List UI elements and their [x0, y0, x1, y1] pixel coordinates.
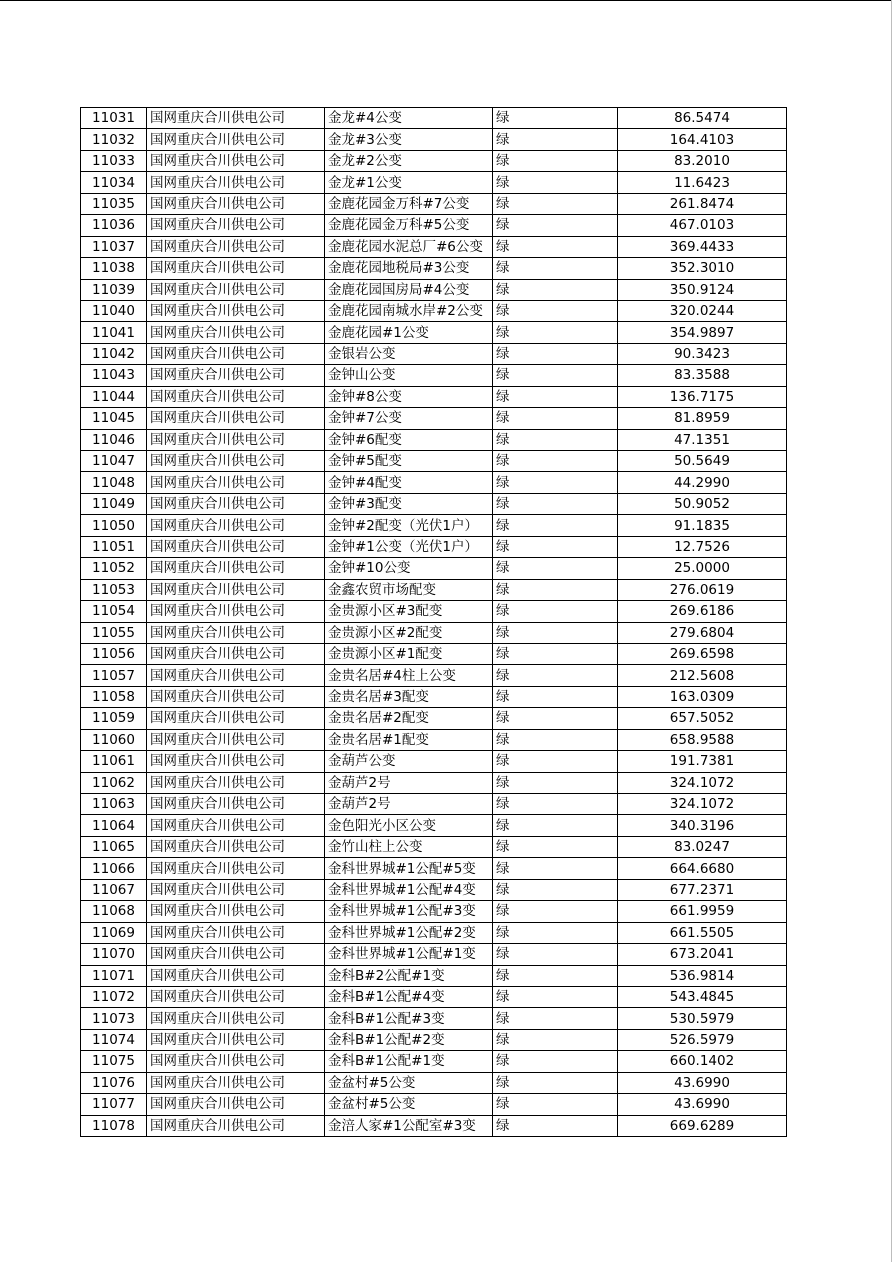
transformer-name-cell: 金鹿花园国房局#4公变 [325, 279, 493, 300]
transformer-name-cell: 金科世界城#1公配#4变 [325, 879, 493, 900]
company-cell: 国网重庆合川供电公司 [147, 493, 325, 514]
status-color-cell: 绿 [493, 622, 618, 643]
status-color-cell: 绿 [493, 1094, 618, 1115]
table-row [81, 472, 787, 493]
table-row [81, 258, 787, 279]
row-id-cell: 11033 [81, 150, 147, 171]
value-cell: 526.5979 [618, 1029, 787, 1050]
table-row [81, 558, 787, 579]
transformer-name-cell: 金贵名居#3配变 [325, 686, 493, 707]
table-row [81, 515, 787, 536]
status-color-cell: 绿 [493, 901, 618, 922]
value-cell: 340.3196 [618, 815, 787, 836]
value-cell: 163.0309 [618, 686, 787, 707]
company-cell: 国网重庆合川供电公司 [147, 129, 325, 150]
table-row [81, 965, 787, 986]
value-cell: 50.9052 [618, 493, 787, 514]
row-id-cell: 11034 [81, 172, 147, 193]
table-body [81, 108, 787, 1137]
row-id-cell: 11046 [81, 429, 147, 450]
row-id-cell: 11039 [81, 279, 147, 300]
row-id-cell: 11032 [81, 129, 147, 150]
table-row [81, 236, 787, 257]
status-color-cell: 绿 [493, 493, 618, 514]
row-id-cell: 11052 [81, 558, 147, 579]
table-row [81, 729, 787, 750]
status-color-cell: 绿 [493, 772, 618, 793]
row-id-cell: 11073 [81, 1008, 147, 1029]
transformer-name-cell: 金钟山公变 [325, 365, 493, 386]
status-color-cell: 绿 [493, 322, 618, 343]
company-cell: 国网重庆合川供电公司 [147, 708, 325, 729]
table-row [81, 708, 787, 729]
value-cell: 83.3588 [618, 365, 787, 386]
table-row [81, 322, 787, 343]
row-id-cell: 11044 [81, 386, 147, 407]
company-cell: 国网重庆合川供电公司 [147, 944, 325, 965]
status-color-cell: 绿 [493, 1115, 618, 1136]
value-cell: 530.5979 [618, 1008, 787, 1029]
table-row [81, 858, 787, 879]
row-id-cell: 11040 [81, 300, 147, 321]
company-cell: 国网重庆合川供电公司 [147, 1008, 325, 1029]
value-cell: 279.6804 [618, 622, 787, 643]
data-table [80, 107, 787, 1137]
table-row [81, 386, 787, 407]
transformer-name-cell: 金葫芦2号 [325, 794, 493, 815]
row-id-cell: 11037 [81, 236, 147, 257]
value-cell: 543.4845 [618, 986, 787, 1007]
company-cell: 国网重庆合川供电公司 [147, 429, 325, 450]
status-color-cell: 绿 [493, 986, 618, 1007]
value-cell: 212.5608 [618, 665, 787, 686]
table-row [81, 150, 787, 171]
value-cell: 47.1351 [618, 429, 787, 450]
transformer-name-cell: 金贵源小区#1配变 [325, 643, 493, 664]
company-cell: 国网重庆合川供电公司 [147, 751, 325, 772]
transformer-name-cell: 金葫芦公变 [325, 751, 493, 772]
table-row [81, 601, 787, 622]
company-cell: 国网重庆合川供电公司 [147, 1029, 325, 1050]
table-row [81, 279, 787, 300]
row-id-cell: 11036 [81, 215, 147, 236]
company-cell: 国网重庆合川供电公司 [147, 1072, 325, 1093]
value-cell: 81.8959 [618, 408, 787, 429]
status-color-cell: 绿 [493, 708, 618, 729]
company-cell: 国网重庆合川供电公司 [147, 258, 325, 279]
value-cell: 191.7381 [618, 751, 787, 772]
transformer-name-cell: 金钟#5配变 [325, 451, 493, 472]
transformer-name-cell: 金盆村#5公变 [325, 1094, 493, 1115]
table-row [81, 772, 787, 793]
status-color-cell: 绿 [493, 665, 618, 686]
transformer-name-cell: 金钟#2配变（光伏1户） [325, 515, 493, 536]
value-cell: 50.5649 [618, 451, 787, 472]
status-color-cell: 绿 [493, 558, 618, 579]
table-row [81, 643, 787, 664]
company-cell: 国网重庆合川供电公司 [147, 365, 325, 386]
value-cell: 83.2010 [618, 150, 787, 171]
transformer-name-cell: 金钟#7公变 [325, 408, 493, 429]
status-color-cell: 绿 [493, 279, 618, 300]
row-id-cell: 11058 [81, 686, 147, 707]
value-cell: 43.6990 [618, 1094, 787, 1115]
table-row [81, 172, 787, 193]
row-id-cell: 11035 [81, 193, 147, 214]
value-cell: 669.6289 [618, 1115, 787, 1136]
company-cell: 国网重庆合川供电公司 [147, 579, 325, 600]
row-id-cell: 11066 [81, 858, 147, 879]
transformer-name-cell: 金鹿花园南城水岸#2公变 [325, 300, 493, 321]
table-row [81, 751, 787, 772]
status-color-cell: 绿 [493, 922, 618, 943]
transformer-name-cell: 金钟#6配变 [325, 429, 493, 450]
value-cell: 276.0619 [618, 579, 787, 600]
row-id-cell: 11072 [81, 986, 147, 1007]
status-color-cell: 绿 [493, 751, 618, 772]
table-row [81, 215, 787, 236]
value-cell: 83.0247 [618, 836, 787, 857]
row-id-cell: 11050 [81, 515, 147, 536]
row-id-cell: 11061 [81, 751, 147, 772]
table-row [81, 879, 787, 900]
status-color-cell: 绿 [493, 300, 618, 321]
transformer-name-cell: 金色阳光小区公变 [325, 815, 493, 836]
value-cell: 658.9588 [618, 729, 787, 750]
status-color-cell: 绿 [493, 515, 618, 536]
value-cell: 11.6423 [618, 172, 787, 193]
row-id-cell: 11047 [81, 451, 147, 472]
company-cell: 国网重庆合川供电公司 [147, 772, 325, 793]
value-cell: 91.1835 [618, 515, 787, 536]
status-color-cell: 绿 [493, 429, 618, 450]
page-top-edge [0, 0, 892, 1]
table-row [81, 665, 787, 686]
status-color-cell: 绿 [493, 386, 618, 407]
row-id-cell: 11059 [81, 708, 147, 729]
transformer-name-cell: 金龙#1公变 [325, 172, 493, 193]
value-cell: 44.2990 [618, 472, 787, 493]
status-color-cell: 绿 [493, 1029, 618, 1050]
table-row [81, 429, 787, 450]
row-id-cell: 11067 [81, 879, 147, 900]
status-color-cell: 绿 [493, 472, 618, 493]
value-cell: 86.5474 [618, 108, 787, 129]
table-row [81, 1115, 787, 1136]
transformer-name-cell: 金科世界城#1公配#3变 [325, 901, 493, 922]
transformer-name-cell: 金鑫农贸市场配变 [325, 579, 493, 600]
transformer-name-cell: 金鹿花园#1公变 [325, 322, 493, 343]
value-cell: 350.9124 [618, 279, 787, 300]
status-color-cell: 绿 [493, 965, 618, 986]
transformer-name-cell: 金龙#3公变 [325, 129, 493, 150]
row-id-cell: 11064 [81, 815, 147, 836]
transformer-name-cell: 金龙#2公变 [325, 150, 493, 171]
company-cell: 国网重庆合川供电公司 [147, 215, 325, 236]
row-id-cell: 11042 [81, 343, 147, 364]
row-id-cell: 11038 [81, 258, 147, 279]
company-cell: 国网重庆合川供电公司 [147, 986, 325, 1007]
company-cell: 国网重庆合川供电公司 [147, 729, 325, 750]
company-cell: 国网重庆合川供电公司 [147, 965, 325, 986]
table-row [81, 815, 787, 836]
status-color-cell: 绿 [493, 343, 618, 364]
company-cell: 国网重庆合川供电公司 [147, 558, 325, 579]
transformer-name-cell: 金银岩公变 [325, 343, 493, 364]
transformer-name-cell: 金龙#4公变 [325, 108, 493, 129]
status-color-cell: 绿 [493, 858, 618, 879]
status-color-cell: 绿 [493, 815, 618, 836]
value-cell: 467.0103 [618, 215, 787, 236]
status-color-cell: 绿 [493, 579, 618, 600]
value-cell: 261.8474 [618, 193, 787, 214]
status-color-cell: 绿 [493, 408, 618, 429]
transformer-name-cell: 金贵名居#1配变 [325, 729, 493, 750]
transformer-name-cell: 金鹿花园水泥总厂#6公变 [325, 236, 493, 257]
transformer-name-cell: 金钟#8公变 [325, 386, 493, 407]
status-color-cell: 绿 [493, 108, 618, 129]
company-cell: 国网重庆合川供电公司 [147, 665, 325, 686]
transformer-name-cell: 金贵源小区#3配变 [325, 601, 493, 622]
table-row [81, 686, 787, 707]
value-cell: 269.6598 [618, 643, 787, 664]
value-cell: 536.9814 [618, 965, 787, 986]
row-id-cell: 11055 [81, 622, 147, 643]
row-id-cell: 11057 [81, 665, 147, 686]
status-color-cell: 绿 [493, 729, 618, 750]
table-row [81, 579, 787, 600]
status-color-cell: 绿 [493, 150, 618, 171]
value-cell: 657.5052 [618, 708, 787, 729]
company-cell: 国网重庆合川供电公司 [147, 279, 325, 300]
value-cell: 369.4433 [618, 236, 787, 257]
row-id-cell: 11075 [81, 1051, 147, 1072]
row-id-cell: 11031 [81, 108, 147, 129]
row-id-cell: 11070 [81, 944, 147, 965]
company-cell: 国网重庆合川供电公司 [147, 815, 325, 836]
value-cell: 269.6186 [618, 601, 787, 622]
row-id-cell: 11069 [81, 922, 147, 943]
row-id-cell: 11053 [81, 579, 147, 600]
table-row [81, 1094, 787, 1115]
row-id-cell: 11060 [81, 729, 147, 750]
row-id-cell: 11065 [81, 836, 147, 857]
transformer-name-cell: 金鹿花园金万科#7公变 [325, 193, 493, 214]
company-cell: 国网重庆合川供电公司 [147, 794, 325, 815]
row-id-cell: 11063 [81, 794, 147, 815]
row-id-cell: 11045 [81, 408, 147, 429]
status-color-cell: 绿 [493, 258, 618, 279]
table-row [81, 922, 787, 943]
value-cell: 90.3423 [618, 343, 787, 364]
status-color-cell: 绿 [493, 879, 618, 900]
transformer-name-cell: 金贵名居#4柱上公变 [325, 665, 493, 686]
transformer-name-cell: 金竹山柱上公变 [325, 836, 493, 857]
value-cell: 324.1072 [618, 794, 787, 815]
table-row [81, 986, 787, 1007]
company-cell: 国网重庆合川供电公司 [147, 343, 325, 364]
transformer-name-cell: 金钟#1公变（光伏1户） [325, 536, 493, 557]
table-row [81, 129, 787, 150]
company-cell: 国网重庆合川供电公司 [147, 622, 325, 643]
status-color-cell: 绿 [493, 1051, 618, 1072]
value-cell: 664.6680 [618, 858, 787, 879]
value-cell: 354.9897 [618, 322, 787, 343]
status-color-cell: 绿 [493, 536, 618, 557]
status-color-cell: 绿 [493, 365, 618, 386]
table-row [81, 451, 787, 472]
transformer-name-cell: 金贵源小区#2配变 [325, 622, 493, 643]
row-id-cell: 11049 [81, 493, 147, 514]
company-cell: 国网重庆合川供电公司 [147, 193, 325, 214]
company-cell: 国网重庆合川供电公司 [147, 601, 325, 622]
table-row [81, 1029, 787, 1050]
value-cell: 661.9959 [618, 901, 787, 922]
value-cell: 660.1402 [618, 1051, 787, 1072]
status-color-cell: 绿 [493, 215, 618, 236]
company-cell: 国网重庆合川供电公司 [147, 515, 325, 536]
company-cell: 国网重庆合川供电公司 [147, 150, 325, 171]
company-cell: 国网重庆合川供电公司 [147, 322, 325, 343]
value-cell: 43.6990 [618, 1072, 787, 1093]
row-id-cell: 11062 [81, 772, 147, 793]
company-cell: 国网重庆合川供电公司 [147, 108, 325, 129]
table-row [81, 343, 787, 364]
value-cell: 320.0244 [618, 300, 787, 321]
table-row [81, 944, 787, 965]
table-row [81, 1072, 787, 1093]
row-id-cell: 11041 [81, 322, 147, 343]
company-cell: 国网重庆合川供电公司 [147, 901, 325, 922]
transformer-name-cell: 金鹿花园地税局#3公变 [325, 258, 493, 279]
row-id-cell: 11043 [81, 365, 147, 386]
table-row [81, 493, 787, 514]
status-color-cell: 绿 [493, 601, 618, 622]
table-row [81, 193, 787, 214]
company-cell: 国网重庆合川供电公司 [147, 408, 325, 429]
value-cell: 164.4103 [618, 129, 787, 150]
status-color-cell: 绿 [493, 193, 618, 214]
transformer-name-cell: 金科世界城#1公配#5变 [325, 858, 493, 879]
table-row [81, 794, 787, 815]
company-cell: 国网重庆合川供电公司 [147, 1115, 325, 1136]
company-cell: 国网重庆合川供电公司 [147, 879, 325, 900]
table-row [81, 365, 787, 386]
row-id-cell: 11077 [81, 1094, 147, 1115]
company-cell: 国网重庆合川供电公司 [147, 858, 325, 879]
company-cell: 国网重庆合川供电公司 [147, 836, 325, 857]
value-cell: 12.7526 [618, 536, 787, 557]
transformer-name-cell: 金钟#3配变 [325, 493, 493, 514]
status-color-cell: 绿 [493, 451, 618, 472]
value-cell: 136.7175 [618, 386, 787, 407]
status-color-cell: 绿 [493, 236, 618, 257]
company-cell: 国网重庆合川供电公司 [147, 1051, 325, 1072]
value-cell: 677.2371 [618, 879, 787, 900]
table-row [81, 622, 787, 643]
company-cell: 国网重庆合川供电公司 [147, 451, 325, 472]
table-row [81, 536, 787, 557]
value-cell: 324.1072 [618, 772, 787, 793]
row-id-cell: 11074 [81, 1029, 147, 1050]
value-cell: 25.0000 [618, 558, 787, 579]
table-row [81, 408, 787, 429]
company-cell: 国网重庆合川供电公司 [147, 386, 325, 407]
status-color-cell: 绿 [493, 686, 618, 707]
row-id-cell: 11056 [81, 643, 147, 664]
company-cell: 国网重庆合川供电公司 [147, 300, 325, 321]
company-cell: 国网重庆合川供电公司 [147, 236, 325, 257]
company-cell: 国网重庆合川供电公司 [147, 472, 325, 493]
status-color-cell: 绿 [493, 836, 618, 857]
row-id-cell: 11068 [81, 901, 147, 922]
status-color-cell: 绿 [493, 643, 618, 664]
transformer-name-cell: 金科B#1公配#3变 [325, 1008, 493, 1029]
table-row [81, 1051, 787, 1072]
company-cell: 国网重庆合川供电公司 [147, 172, 325, 193]
company-cell: 国网重庆合川供电公司 [147, 536, 325, 557]
transformer-name-cell: 金盆村#5公变 [325, 1072, 493, 1093]
transformer-name-cell: 金钟#10公变 [325, 558, 493, 579]
transformer-name-cell: 金科B#1公配#4变 [325, 986, 493, 1007]
row-id-cell: 11048 [81, 472, 147, 493]
transformer-name-cell: 金葫芦2号 [325, 772, 493, 793]
transformer-name-cell: 金贵名居#2配变 [325, 708, 493, 729]
transformer-name-cell: 金科B#2公配#1变 [325, 965, 493, 986]
table-row [81, 300, 787, 321]
transformer-name-cell: 金科世界城#1公配#2变 [325, 922, 493, 943]
status-color-cell: 绿 [493, 172, 618, 193]
row-id-cell: 11078 [81, 1115, 147, 1136]
table-row [81, 1008, 787, 1029]
status-color-cell: 绿 [493, 794, 618, 815]
transformer-name-cell: 金涪人家#1公配室#3变 [325, 1115, 493, 1136]
row-id-cell: 11076 [81, 1072, 147, 1093]
company-cell: 国网重庆合川供电公司 [147, 643, 325, 664]
transformer-name-cell: 金鹿花园金万科#5公变 [325, 215, 493, 236]
transformer-name-cell: 金科B#1公配#2变 [325, 1029, 493, 1050]
status-color-cell: 绿 [493, 944, 618, 965]
status-color-cell: 绿 [493, 1072, 618, 1093]
row-id-cell: 11054 [81, 601, 147, 622]
transformer-name-cell: 金科B#1公配#1变 [325, 1051, 493, 1072]
table-row [81, 836, 787, 857]
value-cell: 352.3010 [618, 258, 787, 279]
transformer-name-cell: 金科世界城#1公配#1变 [325, 944, 493, 965]
status-color-cell: 绿 [493, 129, 618, 150]
value-cell: 661.5505 [618, 922, 787, 943]
company-cell: 国网重庆合川供电公司 [147, 686, 325, 707]
table-row [81, 901, 787, 922]
value-cell: 673.2041 [618, 944, 787, 965]
row-id-cell: 11051 [81, 536, 147, 557]
status-color-cell: 绿 [493, 1008, 618, 1029]
company-cell: 国网重庆合川供电公司 [147, 922, 325, 943]
company-cell: 国网重庆合川供电公司 [147, 1094, 325, 1115]
transformer-name-cell: 金钟#4配变 [325, 472, 493, 493]
row-id-cell: 11071 [81, 965, 147, 986]
table-row [81, 108, 787, 129]
